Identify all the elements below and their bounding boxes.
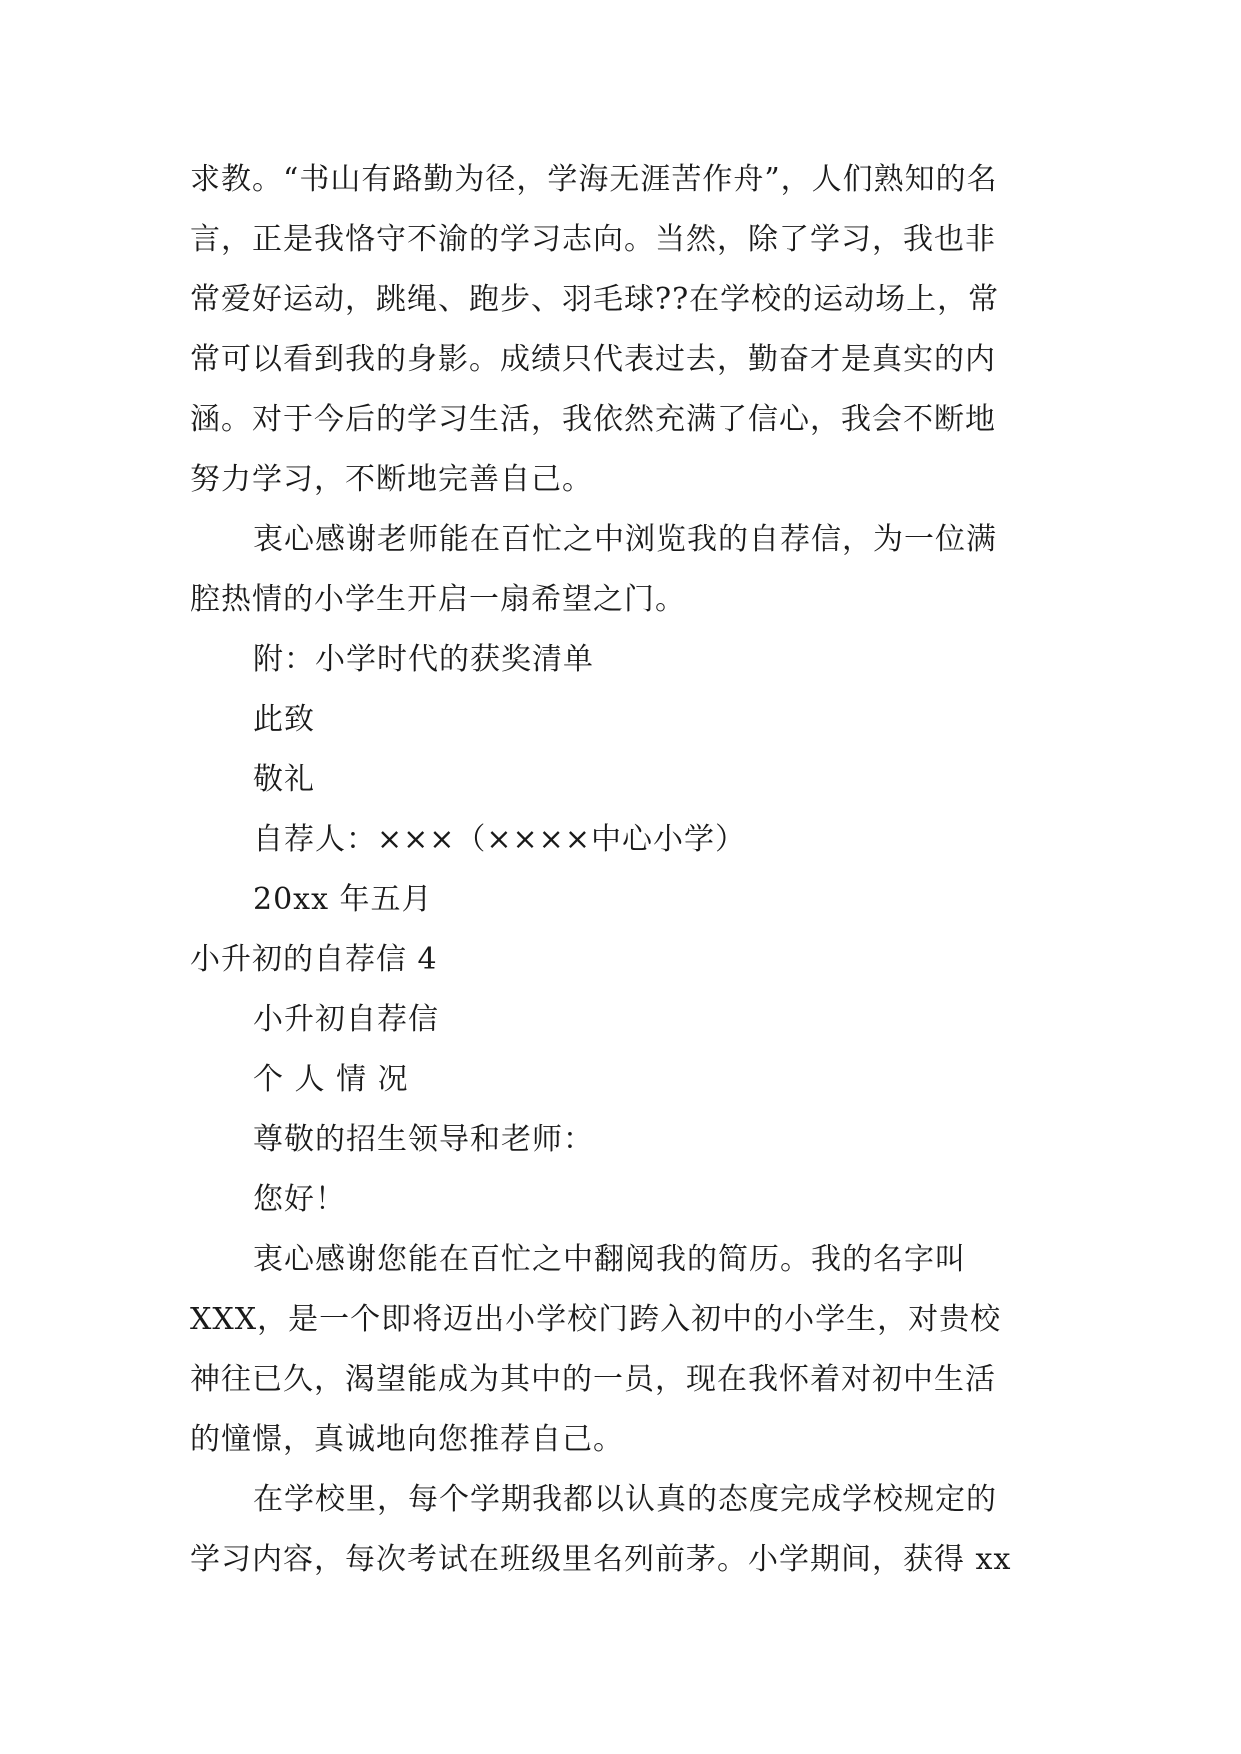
greeting-line: 尊敬的招生领导和老师： bbox=[253, 1122, 594, 1157]
greeting-line: 您好！ bbox=[253, 1182, 346, 1217]
attachment-line: 附：小学时代的获奖清单 bbox=[253, 642, 594, 677]
section-heading: 小升初的自荐信 4 bbox=[190, 942, 438, 977]
closing-line: 此致 bbox=[253, 702, 315, 737]
letter-title: 小升初自荐信 bbox=[253, 1002, 439, 1037]
paragraph-line: 言，正是我恪守不渝的学习志向。当然，除了学习，我也非 bbox=[190, 222, 996, 257]
paragraph-line: 学习内容，每次考试在班级里名列前茅。小学期间，获得 xx bbox=[190, 1542, 1012, 1577]
paragraph-line: 在学校里，每个学期我都以认真的态度完成学校规定的 bbox=[253, 1482, 997, 1517]
section-subheading: 个 人 情 况 bbox=[253, 1062, 409, 1097]
paragraph-line: 求教。“书山有路勤为径，学海无涯苦作舟”，人们熟知的名 bbox=[190, 162, 998, 197]
paragraph-line: 常爱好运动，跳绳、跑步、羽毛球??在学校的运动场上，常 bbox=[190, 282, 1000, 317]
paragraph-line: 常可以看到我的身影。成绩只代表过去，勤奋才是真实的内 bbox=[190, 342, 996, 377]
paragraph-line: 神往已久，渴望能成为其中的一员，现在我怀着对初中生活 bbox=[190, 1362, 996, 1397]
signature-line: 自荐人：×××（××××中心小学） bbox=[253, 822, 746, 857]
closing-salutation: 敬礼 bbox=[253, 762, 315, 797]
paragraph-line: 衷心感谢老师能在百忙之中浏览我的自荐信，为一位满 bbox=[253, 522, 997, 557]
paragraph-line: 的憧憬，真诚地向您推荐自己。 bbox=[190, 1422, 624, 1457]
paragraph-line: 涵。对于今后的学习生活，我依然充满了信心，我会不断地 bbox=[190, 402, 996, 437]
document-body bbox=[190, 150, 1060, 1590]
paragraph-line: 衷心感谢您能在百忙之中翻阅我的简历。我的名字叫 bbox=[253, 1242, 966, 1277]
paragraph-line: 努力学习，不断地完善自己。 bbox=[190, 462, 593, 497]
date-line: 20xx 年五月 bbox=[253, 882, 433, 917]
paragraph-line: 腔热情的小学生开启一扇希望之门。 bbox=[190, 582, 686, 617]
paragraph-line: XXX，是一个即将迈出小学校门跨入初中的小学生，对贵校 bbox=[190, 1302, 1002, 1337]
